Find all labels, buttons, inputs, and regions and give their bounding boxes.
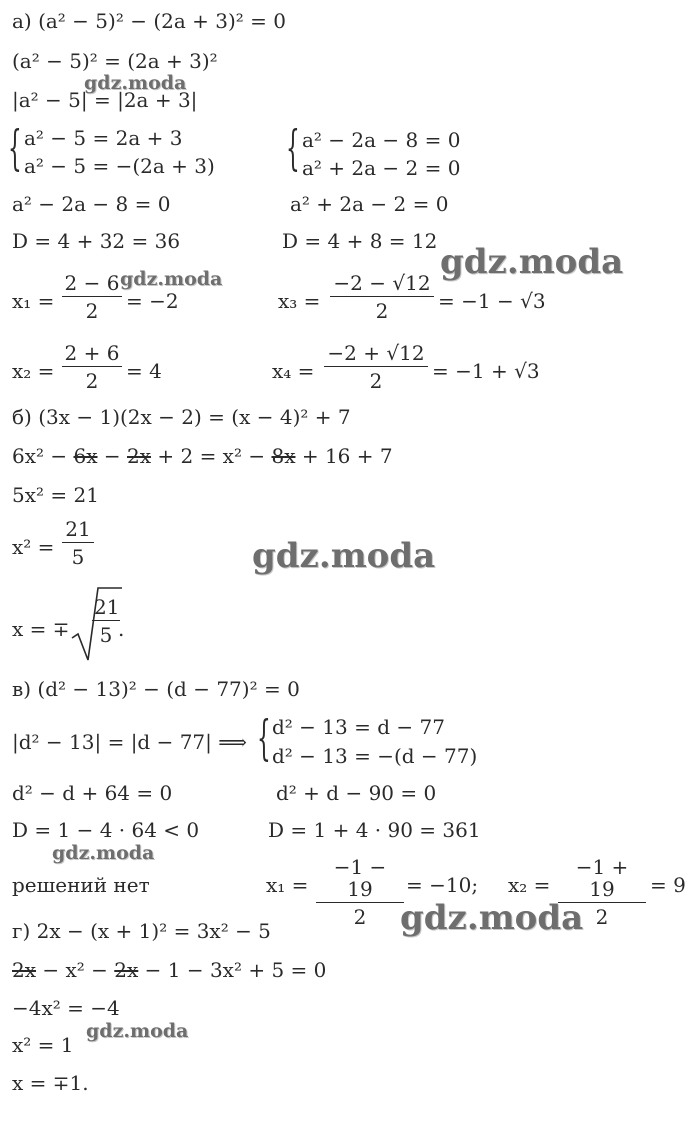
struck-term: 2x	[127, 444, 152, 468]
watermark-logo: gdz.moda	[86, 1020, 189, 1042]
part-b-line-5-end: .	[118, 617, 125, 641]
fraction-bar	[330, 296, 434, 297]
fraction-numerator: −2 − √12	[333, 271, 431, 295]
watermark-logo: gdz.moda	[84, 72, 187, 94]
part-a-equation-left: a² − 2a − 8 = 0	[12, 192, 171, 216]
fraction-bar	[316, 902, 404, 903]
watermark-logo: gdz.moda	[52, 842, 155, 864]
fraction-numerator: 2 + 6	[64, 341, 120, 365]
struck-term: 8x	[271, 444, 296, 468]
fraction-bar	[62, 366, 122, 367]
part-a-x1-label: x₁ =	[12, 289, 55, 313]
struck-term: 6x	[73, 444, 98, 468]
watermark-logo: gdz.moda	[400, 898, 584, 938]
part-a-x1-result: = −2	[126, 289, 179, 313]
struck-term: 2x	[114, 958, 139, 982]
part-a-x1-fraction	[62, 272, 122, 322]
text-segment: + 16 + 7	[295, 444, 393, 468]
part-b-line-4-label: x² =	[12, 535, 55, 559]
part-v-discriminant-right: D = 1 + 4 · 90 = 361	[268, 818, 481, 842]
system-brace: {	[286, 120, 300, 176]
part-a-system-1-top: a² − 5 = 2a + 3	[24, 126, 183, 150]
part-a-x2-label: x₂ =	[12, 359, 55, 383]
part-v-x1-label: x₁ =	[266, 873, 309, 897]
part-v-x2-result: = 9	[650, 873, 686, 897]
fraction-bar	[62, 542, 94, 543]
fraction-denominator: 2	[85, 299, 99, 323]
part-a-x3-label: x₃ =	[278, 289, 321, 313]
part-a-x3-fraction	[330, 272, 434, 322]
part-a-x3-result: = −1 − √3	[438, 289, 546, 313]
part-a-system-2-bottom: a² + 2a − 2 = 0	[302, 156, 461, 180]
fraction-numerator: −2 + √12	[327, 341, 425, 365]
part-v-equation-left: d² − d + 64 = 0	[12, 781, 173, 805]
part-a-line-3: |a² − 5| = |2a + 3|	[12, 88, 198, 112]
part-v-system-bottom: d² − 13 = −(d − 77)	[272, 744, 478, 768]
part-a-x2-result: = 4	[126, 359, 162, 383]
part-a-x4-label: x₄ =	[272, 359, 315, 383]
fraction-numerator: 21	[65, 517, 91, 541]
fraction-denominator: 2	[375, 299, 389, 323]
part-a-x4-fraction	[324, 342, 428, 392]
watermark-logo: gdz.moda	[440, 242, 624, 282]
fraction-denominator: 2	[353, 905, 367, 929]
part-v-x1-fraction	[316, 856, 404, 928]
part-g-line-4: x² = 1	[12, 1033, 74, 1057]
part-v-no-solutions: решений нет	[12, 873, 150, 897]
part-v-equation-right: d² + d − 90 = 0	[276, 781, 437, 805]
part-v-x1-result: = −10;	[406, 873, 479, 897]
part-a-system-1-bottom: a² − 5 = −(2a + 3)	[24, 154, 215, 178]
fraction-bar	[62, 296, 122, 297]
fraction-denominator: 5	[71, 545, 85, 569]
part-a-line-2: (a² − 5)² = (2a + 3)²	[12, 49, 218, 73]
fraction-numerator: −1 + 19	[575, 855, 629, 901]
fraction-bar	[92, 620, 120, 621]
struck-term: 2x	[12, 958, 37, 982]
part-a-discriminant-right: D = 4 + 8 = 12	[282, 229, 438, 253]
part-a-equation-right: a² + 2a − 2 = 0	[290, 192, 449, 216]
part-b-line-2	[12, 445, 393, 467]
fraction-denominator: 2	[85, 369, 99, 393]
text-segment: − x² −	[36, 958, 115, 982]
part-a-x4-result: = −1 + √3	[432, 359, 540, 383]
part-a-discriminant-left: D = 4 + 32 = 36	[12, 229, 181, 253]
system-brace: {	[257, 710, 271, 766]
part-b-line-1: б) (3x − 1)(2x − 2) = (x − 4)² + 7	[12, 405, 351, 429]
part-g-line-1: г) 2x − (x + 1)² = 3x² − 5	[12, 919, 271, 943]
part-v-system-top: d² − 13 = d − 77	[272, 715, 445, 739]
fraction-numerator: 2 − 6	[64, 271, 120, 295]
text-segment: −	[97, 444, 127, 468]
fraction-numerator: 21	[94, 595, 120, 619]
fraction-denominator: 5	[99, 623, 113, 647]
part-b-line-5-label: x = ∓	[12, 617, 70, 641]
part-g-line-3: −4x² = −4	[12, 996, 120, 1020]
watermark-logo: gdz.moda	[120, 268, 223, 290]
fraction-numerator: −1 − 19	[333, 855, 387, 901]
system-brace: {	[8, 120, 22, 176]
part-b-line-3: 5x² = 21	[12, 483, 99, 507]
part-v-discriminant-left: D = 1 − 4 · 64 < 0	[12, 818, 200, 842]
text-segment: + 2 = x² −	[151, 444, 272, 468]
part-b-radicand-fraction	[92, 596, 120, 646]
part-g-line-5: x = ∓1.	[12, 1071, 89, 1095]
watermark-logo: gdz.moda	[252, 536, 436, 576]
text-segment: − 1 − 3x² + 5 = 0	[138, 958, 327, 982]
part-v-x2-label: x₂ =	[508, 873, 551, 897]
part-g-line-2	[12, 959, 326, 981]
part-a-system-2-top: a² − 2a − 8 = 0	[302, 128, 461, 152]
text-segment: 6x² −	[12, 444, 74, 468]
fraction-denominator: 2	[369, 369, 383, 393]
part-a-x2-fraction	[62, 342, 122, 392]
fraction-denominator: 2	[595, 905, 609, 929]
fraction-bar	[324, 366, 428, 367]
part-v-line-1: в) (d² − 13)² − (d − 77)² = 0	[12, 677, 300, 701]
part-a-line-1: а) (a² − 5)² − (2a + 3)² = 0	[12, 9, 286, 33]
part-v-line-2: |d² − 13| = |d − 77| ⟹	[12, 730, 247, 754]
part-b-x2-fraction	[62, 518, 94, 568]
